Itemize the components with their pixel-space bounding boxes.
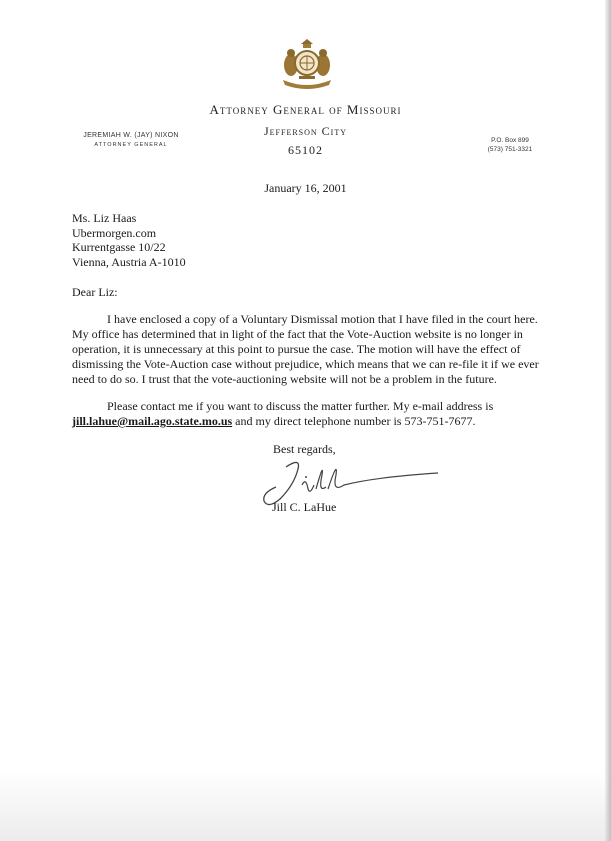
official-block <box>66 132 196 148</box>
body-paragraph-2 <box>72 399 547 429</box>
body-paragraph-1: I have enclosed a copy of a Voluntary Dismissal motion that I have filed in the court here. My office has determined that in light of the fact that the Vote-Auction website is no longer in operation, it is unnecessary at this point to pursue the case. The motion will have the effect of dismissing the Vote-Auction case without prejudice, which means that we can re-file it if we ever need to do so. I trust that the vote-auctioning website will not be a problem in the future. <box>72 312 539 386</box>
missouri-state-seal-icon <box>279 38 335 90</box>
email-link[interactable]: jill.lahue@mail.ago.state.mo.us <box>72 414 233 428</box>
agency-title: Attorney General of Missouri <box>209 102 402 117</box>
closing: Best regards, <box>273 442 336 456</box>
po-box: P.O. Box 899 <box>491 137 529 144</box>
recipient-address <box>72 211 186 269</box>
agency-city: Jefferson City <box>263 124 347 138</box>
letter-date: January 16, 2001 <box>264 181 347 195</box>
agency-zip: 65102 <box>288 143 323 157</box>
paragraph-2-text-before: Please contact me if you want to discuss the matter further. My e-mail address is <box>107 399 494 413</box>
recipient-name: Ms. Liz Haas <box>72 211 137 225</box>
scan-edge <box>605 0 611 841</box>
paragraph-2-text-after: and my direct telephone number is 573-751-7677. <box>232 414 476 428</box>
salutation: Dear Liz: <box>72 285 118 299</box>
recipient-company: Ubermorgen.com <box>72 225 157 240</box>
signer-name: Jill C. LaHue <box>272 500 337 514</box>
recipient-street: Kurrentgasse 10/22 <box>72 240 166 254</box>
scan-shadow <box>0 771 611 841</box>
official-name: JEREMIAH W. (JAY) NIXON <box>83 132 179 139</box>
official-title: ATTORNEY GENERAL <box>94 142 168 148</box>
recipient-city: Vienna, Austria A-1010 <box>72 254 186 269</box>
office-phone: (573) 751-3321 <box>487 146 533 153</box>
contact-block <box>470 136 550 154</box>
